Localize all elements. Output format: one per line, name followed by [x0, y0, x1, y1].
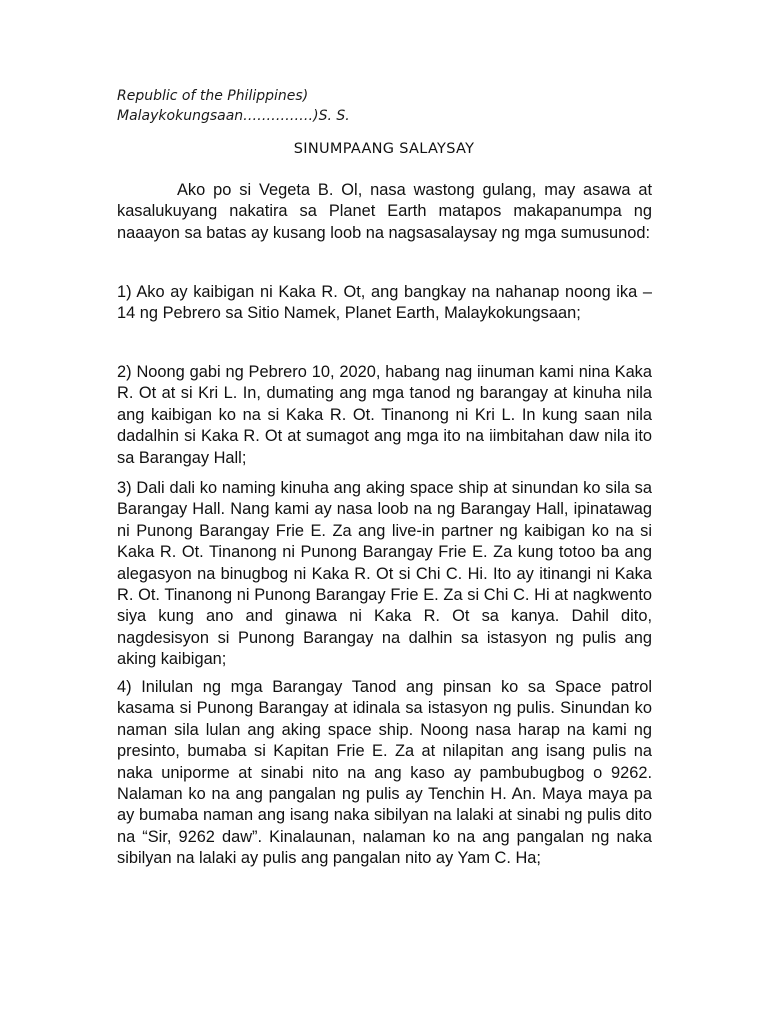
- paragraph-1: 1) Ako ay kaibigan ni Kaka R. Ot, ang bangkay na nahanap noong ika – 14 ng Pebrero sa Sitio Namek, Planet Earth, Malaykokungsaan;: [117, 283, 652, 323]
- paragraph-3: 3) Dali dali ko naming kinuha ang aking space ship at sinundan ko sila sa Barangay Hall. Nang kami ay nasa loob na ng Barangay Hall, ipinatawag ni Punong Barangay Frie E. Za ang live-in partner ng kaibigan ko na si Kaka R. Ot. Tinanong ni Punong Barangay Frie E. Za kung totoo ba ang alegasyon na binugbog ni Kaka R. Ot si Chi C. Hi. Ito ay itinangi ni Kaka R. Ot. Tinanong ni Punong Barangay Frie E. Za si Chi C. Hi at nagkwento siya kung ano and ginawa ni Kaka R. Ot sa kanya. Dahil dito, nagdesisyon si Punong Barangay na dalhin sa istasyon ng pulis ang aking kaibigan;: [117, 479, 652, 669]
- paragraph-4: 4) Inilulan ng mga Barangay Tanod ang pinsan ko sa Space patrol kasama si Punong Barangay at idinala sa istasyon ng pulis. Sinundan ko naman sila lulan ang aking space ship. Noong nasa harap na kami ng presinto, bumaba si Kapitan Frie E. Za at nilapitan ang isang pulis na naka uniporme at sinabi nito na ang kaso ay pambubugbog o 9262. Nalaman ko na ang pangalan ng pulis ay Tenchin H. An. Maya maya pa ay bumaba naman ang isang naka sibilyan na lalaki at sinabi ng pulis dito na “Sir, 9262 daw”. Kinalaunan, nalaman ko na ang pangalan ng naka sibilyan na lalaki ay pulis ang pangalan nito ay Yam C. Ha;: [117, 678, 652, 868]
- paragraph-2: 2) Noong gabi ng Pebrero 10, 2020, habang nag iinuman kami nina Kaka R. Ot at si Kri L. In, dumating ang mga tanod ng barangay at kinuha nila ang kaibigan ko na si Kaka R. Ot. Tinanong ni Kri L. In kung saan nila dadalhin si Kaka R. Ot at sumagot ang mga ito na iimbitahan daw nila ito sa Barangay Hall;: [117, 363, 652, 467]
- intro-paragraph: Ako po si Vegeta B. Ol, nasa wastong gulang, may asawa at kasalukuyang nakatira sa Planet Earth matapos makapanumpa ng naaayon sa batas ay kusang loob na nagsasalaysay ng mga sumusunod:: [117, 181, 652, 242]
- document-title: SINUMPAANG SALAYSAY: [293, 141, 475, 157]
- venue-caption-line-1: Republic of the Philippines): [117, 88, 309, 104]
- venue-caption-line-2: Malaykokungsaan……………)S. S.: [117, 108, 350, 124]
